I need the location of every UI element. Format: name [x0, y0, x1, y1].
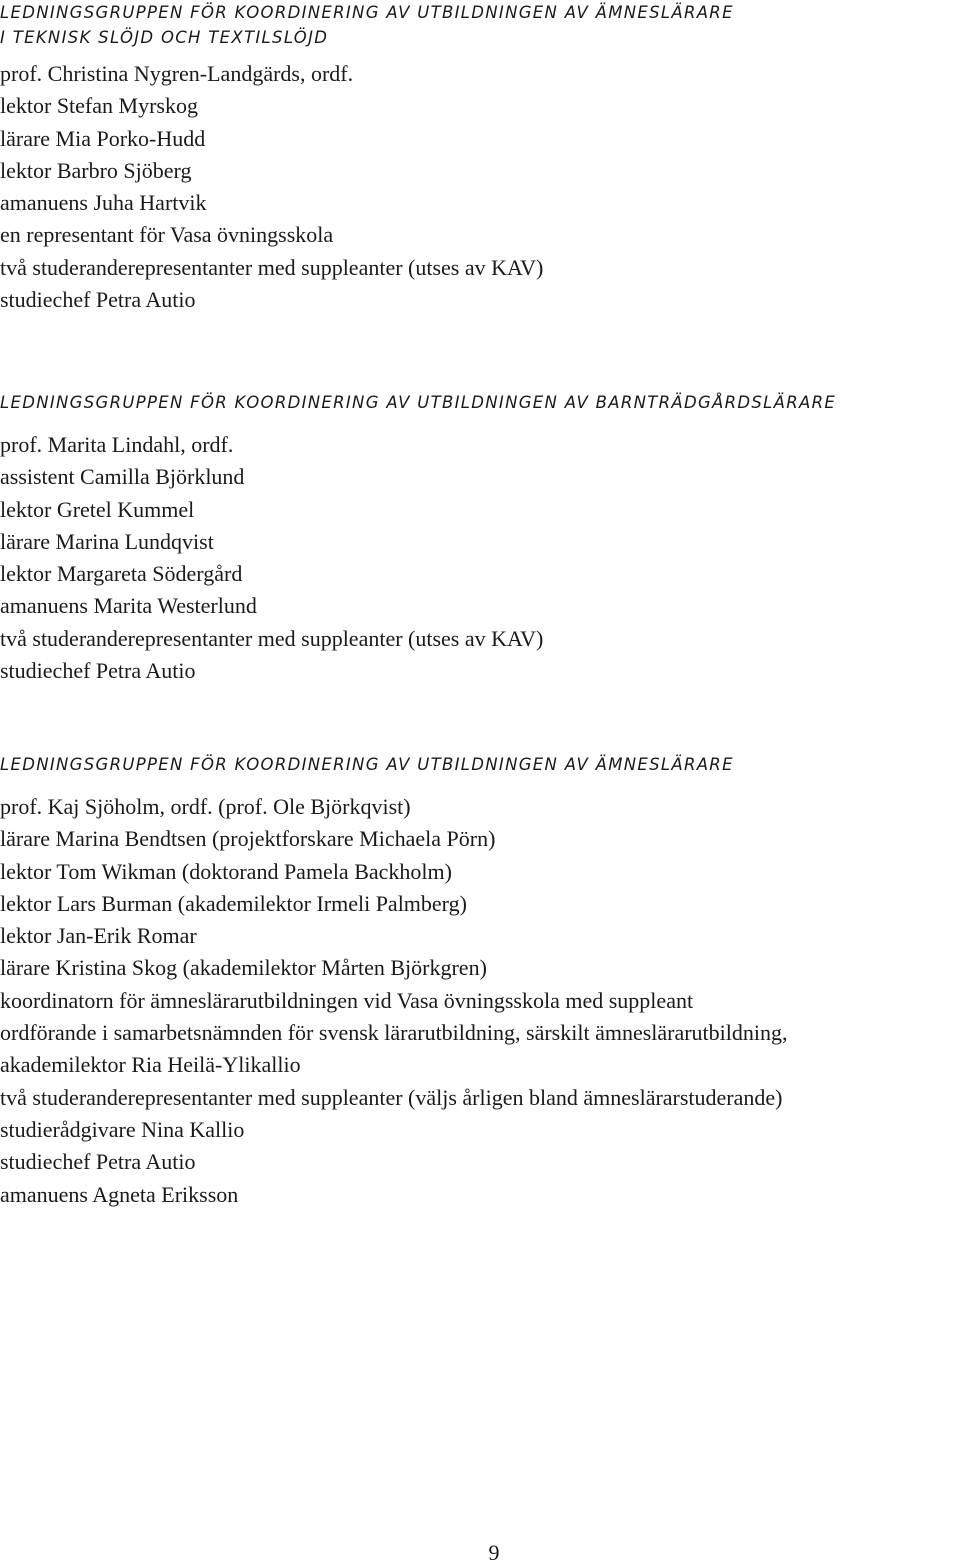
- member-item: amanuens Juha Hartvik: [0, 190, 207, 216]
- member-item: lektor Tom Wikman (doktorand Pamela Backholm): [0, 858, 452, 884]
- member-item: lektor Lars Burman (akademilektor Irmeli Palmberg): [0, 890, 467, 916]
- section-heading: [0, 752, 960, 777]
- member-item: lärare Kristina Skog (akademilektor Mårten Björkgren): [0, 955, 487, 981]
- member-list: [0, 58, 960, 316]
- member-list: [0, 791, 960, 1211]
- heading-line: I TEKNISK SLÖJD OCH TEXTILSLÖJD: [0, 28, 329, 47]
- member-item: assistent Camilla Björklund: [0, 464, 245, 490]
- section-heading: [0, 390, 960, 415]
- member-item: koordinatorn för ämneslärarutbildningen vid Vasa övningsskola med suppleant: [0, 987, 694, 1013]
- member-item: lektor Gretel Kummel: [0, 496, 195, 522]
- page-number: 9: [488, 1540, 500, 1565]
- member-item: studiechef Petra Autio: [0, 658, 196, 684]
- member-item: prof. Christina Nygren-Landgärds, ordf.: [0, 61, 354, 86]
- member-item: prof. Marita Lindahl, ordf.: [0, 432, 234, 457]
- member-item: en representant för Vasa övningsskola: [0, 222, 334, 248]
- heading-line: LEDNINGSGRUPPEN FÖR KOORDINERING AV UTBILDNINGEN AV ÄMNESLÄRARE: [0, 755, 734, 774]
- member-item: lärare Mia Porko-Hudd: [0, 125, 206, 151]
- member-item: studiechef Petra Autio: [0, 1149, 196, 1175]
- member-item: lektor Jan-Erik Romar: [0, 923, 197, 949]
- member-item: två studeranderepresentanter med suppleanter (väljs årligen bland ämneslärarstuderande): [0, 1084, 783, 1110]
- section-tech-textile-slojd: [0, 0, 960, 316]
- member-item: två studeranderepresentanter med suppleanter (utses av KAV): [0, 625, 544, 651]
- member-item: lektor Margareta Södergård: [0, 561, 243, 587]
- member-item: akademilektor Ria Heilä-Ylikallio: [0, 1052, 301, 1078]
- member-item: amanuens Agneta Eriksson: [0, 1181, 239, 1207]
- section-kindergarten-teachers: [0, 390, 960, 687]
- member-list: [0, 429, 960, 687]
- member-item: prof. Kaj Sjöholm, ordf. (prof. Ole Björkqvist): [0, 794, 411, 819]
- section-heading: [0, 0, 960, 50]
- section-subject-teachers: [0, 752, 960, 1211]
- member-item: lektor Stefan Myrskog: [0, 93, 198, 119]
- heading-line: LEDNINGSGRUPPEN FÖR KOORDINERING AV UTBILDNINGEN AV ÄMNESLÄRARE: [0, 3, 734, 22]
- heading-line: LEDNINGSGRUPPEN FÖR KOORDINERING AV UTBILDNINGEN AV BARNTRÄDGÅRDSLÄRARE: [0, 393, 837, 412]
- member-item: två studeranderepresentanter med suppleanter (utses av KAV): [0, 254, 544, 280]
- member-item: lärare Marina Lundqvist: [0, 528, 214, 554]
- member-item: lärare Marina Bendtsen (projektforskare Michaela Pörn): [0, 826, 496, 852]
- member-item: lektor Barbro Sjöberg: [0, 157, 192, 183]
- member-item: ordförande i samarbetsnämnden för svensk lärarutbildning, särskilt ämneslärarutbildning,: [0, 1020, 788, 1046]
- member-item: amanuens Marita Westerlund: [0, 593, 257, 619]
- member-item: studierådgivare Nina Kallio: [0, 1116, 245, 1142]
- member-item: studiechef Petra Autio: [0, 287, 196, 313]
